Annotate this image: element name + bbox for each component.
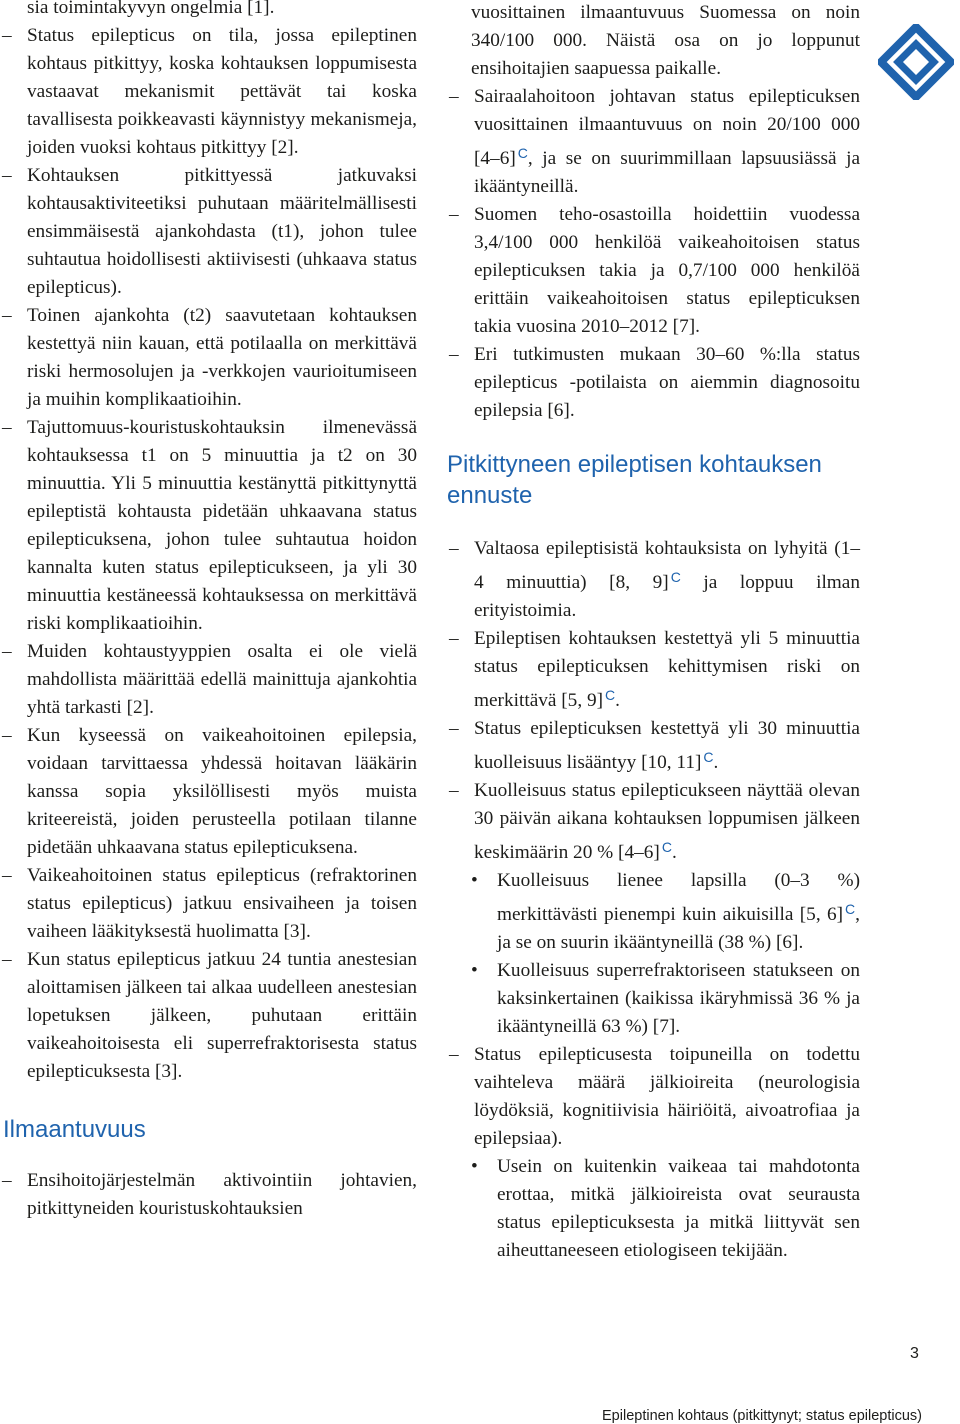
list-item: – Eri tutkimusten mukaan 30–60 %:lla status epilepticus -potilaista on aiemmin diagnosoitu epilepsia [6].	[447, 341, 860, 425]
evidence-level-badge: C	[845, 901, 856, 917]
sub-list-item: • Kuolleisuus superrefraktoriseen statukseen on kaksinkertainen (kaikissa ikäryhmissä 36 % ja ikääntyneillä 63 %) [7].	[447, 957, 860, 1041]
footer-text: Epileptinen kohtaus (pitkittynyt; status epilepticus)	[602, 1408, 922, 1424]
evidence-level-badge: C	[517, 145, 528, 161]
list-item: – Kun status epilepticus jatkuu 24 tuntia anestesian aloittamisen jälkeen tai alkaa uudelleen anestesian lopetuksen jälkeen, puhutaan erittäin vaikeahoitoisesta eli superrefraktorisesta status epilepticuksesta [3].	[0, 946, 417, 1086]
section-heading-incidence: Ilmaantuvuus	[3, 1116, 146, 1143]
sub-list-item: • Kuolleisuus lienee lapsilla (0–3 %) merkittävästi pienempi kuin aikuisilla [5, 6] $^C$, ja se on suurin ikääntyneillä (38 %) [6].	[447, 867, 860, 957]
page-number: 3	[910, 1345, 919, 1362]
list-item: – Kohtauksen pitkittyessä jatkuvaksi kohtausaktiviteetiksi puhutaan määritelmällisesti ensimmäisestä ajankohdasta (t1), johon tulee suhtautua hoidollisesti aktiivisesti (uhkaava status epilepticus).	[0, 162, 417, 302]
list-item: – Vaikeahoitoinen status epilepticus (refraktorinen status epilepticus) jatkuu ensivaiheen ja toisen vaiheen lääkityksestä huolimatta [3].	[0, 862, 417, 946]
list-item: – Tajuttomuus-kouristuskohtauksin ilmenevässä kohtauksessa t1 on 5 minuuttia ja t2 on 30 minuuttia. Yli 5 minuuttia kestänyttä pitkittynyttä epileptistä kohtausta pidetään uhkaavana status epilepticuksena, johon tulee suhtautua hoidon kannalta kuten status epilepticukseen, ja yli 30 minuuttia kestäneessä kohtauksessa on merkittävä riski komplikaatioihin.	[0, 414, 417, 638]
list-item: – Sairaalahoitoon johtavan status epilepticuksen vuosittainen ilmaantuvuus on noin 20/100 000 [4–6] $^C$, ja se on suurimmillaan lapsuusiässä ja ikääntyneillä.	[447, 83, 860, 201]
list-item: – Valtaosa epileptisistä kohtauksista on lyhyitä (1–4 minuuttia) [8, 9] $^C$ ja loppuu ilman erityistoimia.	[447, 535, 860, 625]
section-heading-prognosis: Pitkittyneen epileptisen kohtauksen ennuste	[447, 451, 822, 509]
paragraph-continuation: vuosittainen ilmaantuvuus Suomessa on noin 340/100 000. Näistä osa on jo loppunut ensihoitajien saapuessa paikalle.	[471, 2, 860, 79]
list-item: – Suomen teho-osastoilla hoidettiin vuodessa 3,4/100 000 henkilöä vaikeahoitoisen status epilepticuksen takia ja 0,7/100 000 henkilöä erittäin vaikeahoitoisen status epilepticuksen takia vuosina 2010–2012 [7].	[447, 201, 860, 341]
left-column	[0, 0, 417, 1223]
right-column	[447, 0, 860, 1265]
list-item: – Ensihoitojärjestelmän aktivointiin johtavien, pitkittyneiden kouristuskohtauksien	[0, 1167, 417, 1223]
list-item: – Kun kyseessä on vaikeahoitoinen epilepsia, voidaan tarvittaessa yhdessä hoitavan lääkärin kanssa sopia yksilöllisesti myös muista kriteereistä, joiden perusteella potilaan tilanne pidetään uhkaavana status epilepticuksena.	[0, 722, 417, 862]
logo-diamond-icon	[878, 24, 954, 100]
sub-list-item: • Usein on kuitenkin vaikeaa tai mahdotonta erottaa, mitkä jälkioireista ovat seurausta status epilepticuksesta ja mitkä liittyvät sen aiheuttaneeseen etiologiseen tekijään.	[447, 1153, 860, 1265]
evidence-level-badge: C	[605, 687, 616, 703]
list-item: – Kuolleisuus status epilepticukseen näyttää olevan 30 päivän aikana kohtauksen loppumisen jälkeen keskimäärin 20 % [4–6] $^C$.	[447, 777, 860, 867]
evidence-level-badge: C	[661, 839, 672, 855]
evidence-level-badge: C	[703, 749, 714, 765]
list-item: – Status epilepticuksen kestettyä yli 30 minuuttia kuolleisuus lisääntyy [10, 11] $^C$.	[447, 715, 860, 777]
list-item: – Muiden kohtaustyyppien osalta ei ole vielä mahdollista määrittää edellä mainittuja ajankohtia yhtä tarkasti [2].	[0, 638, 417, 722]
list-item: – Epileptisen kohtauksen kestettyä yli 5 minuuttia status epilepticuksen kehittymisen riski on merkittävä [5, 9] $^C$.	[447, 625, 860, 715]
list-item: – Toinen ajankohta (t2) saavutetaan kohtauksen kestettyä niin kauan, että potilaalla on merkittävä riski hermosolujen ja -verkkojen vaurioitumiseen ja muihin komplikaatioihin.	[0, 302, 417, 414]
evidence-level-badge: C	[670, 569, 681, 585]
list-item: – Status epilepticusesta toipuneilla on todettu vaihteleva määrä jälkioireita (neurologisia löydöksiä, kognitiivisia häiriöitä, aivoatrofiaa ja epilepsiaa).	[447, 1041, 860, 1153]
list-item: – Status epilepticus on tila, jossa epileptinen kohtaus pitkittyy, koska kohtauksen loppumisesta vastaavat mekanismit pettävät tai koska tavallisesta poikkeavasti käynnistyy mekanismeja, joiden vuoksi kohtaus pitkittyy [2].	[0, 22, 417, 162]
paragraph-continuation: sia toimintakyvyn ongelmia [1].	[27, 0, 275, 18]
